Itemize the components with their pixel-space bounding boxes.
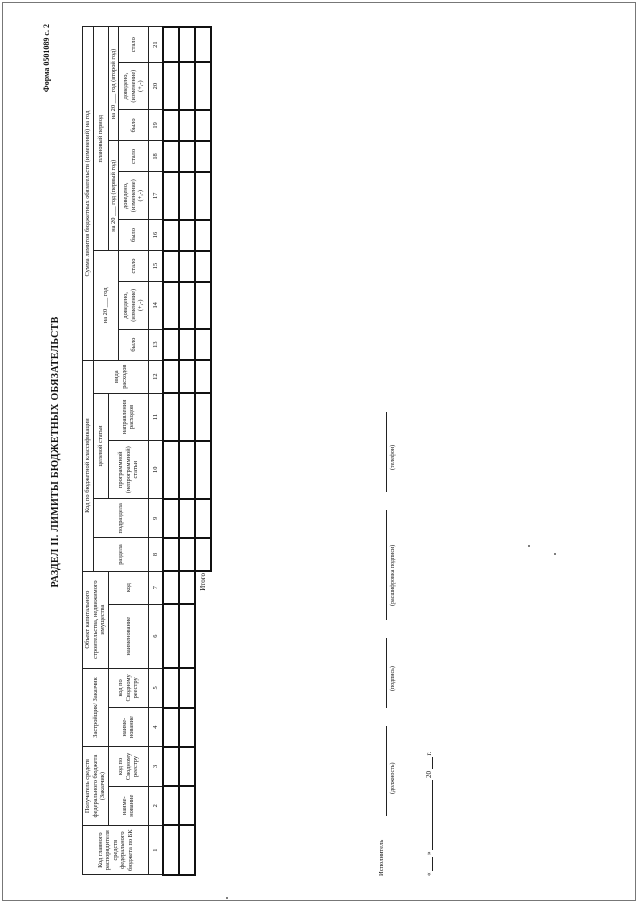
header-kod-grbs: Код главного распорядителя средств федерального бюджета по БК <box>83 825 149 875</box>
table-cell[interactable] <box>179 708 195 747</box>
header-developer-name: наиме-нование <box>108 708 149 747</box>
header-bk-code: Код по бюджетной классификации <box>83 360 94 571</box>
header-sum: Сумма лимитов бюджетных обязательств (изменений) на год <box>83 27 94 360</box>
header-object-name: наименование <box>108 604 149 668</box>
column-number: 12 <box>149 360 164 393</box>
column-number: 21 <box>149 27 164 62</box>
header-razdel: раздела <box>93 538 149 571</box>
column-number: 11 <box>149 393 164 441</box>
date-line <box>424 752 433 876</box>
table-cell[interactable] <box>163 668 179 707</box>
year-suffix: г. <box>425 751 433 756</box>
table-cell[interactable] <box>179 393 195 441</box>
table-cell[interactable] <box>163 708 179 747</box>
table-cell[interactable] <box>179 571 195 604</box>
column-number: 7 <box>149 571 164 604</box>
table-row <box>163 27 179 875</box>
total-cell[interactable] <box>195 329 211 360</box>
speck <box>226 897 228 899</box>
table-cell[interactable] <box>179 172 195 220</box>
header-planned: плановый период <box>93 27 108 251</box>
day-blank <box>424 857 433 871</box>
form-number: Форма 0501089 с. 2 <box>42 24 51 93</box>
column-number: 16 <box>149 220 164 251</box>
table-cell[interactable] <box>179 441 195 499</box>
table-cell[interactable] <box>163 747 179 786</box>
table-cell[interactable] <box>163 27 179 62</box>
position-caption: (должность) <box>390 762 396 794</box>
column-number: 6 <box>149 604 164 668</box>
total-cell[interactable] <box>195 141 211 172</box>
total-cell[interactable] <box>195 62 211 110</box>
total-cell[interactable] <box>195 538 211 571</box>
header-change-3: доведено, (изменение) (+,-) <box>119 62 149 110</box>
header-program: программной (непрограммной) статьи <box>108 441 149 499</box>
table-cell[interactable] <box>163 282 179 330</box>
total-cell[interactable] <box>195 110 211 141</box>
table-cell[interactable] <box>179 282 195 330</box>
table-cell[interactable] <box>179 786 195 825</box>
month-blank <box>424 780 433 850</box>
column-number: 14 <box>149 282 164 330</box>
column-number: 5 <box>149 668 164 707</box>
column-number-row <box>149 27 164 875</box>
header-direction: направления расходов <box>108 393 149 441</box>
total-cell[interactable] <box>195 282 211 330</box>
total-cell[interactable] <box>195 441 211 499</box>
table-row <box>179 27 195 875</box>
table-cell[interactable] <box>163 62 179 110</box>
table-cell[interactable] <box>179 668 195 707</box>
header-change-2: доведено, (изменение) (+,-) <box>119 172 149 220</box>
column-number: 10 <box>149 441 164 499</box>
table-cell[interactable] <box>179 27 195 62</box>
table-cell[interactable] <box>163 251 179 282</box>
total-cell[interactable] <box>195 499 211 538</box>
table-cell[interactable] <box>163 329 179 360</box>
column-number: 18 <box>149 141 164 172</box>
speck <box>554 553 556 555</box>
column-number: 19 <box>149 110 164 141</box>
executor-label: Исполнитель <box>378 839 385 876</box>
column-number: 4 <box>149 708 164 747</box>
table-cell[interactable] <box>163 360 179 393</box>
year-blank <box>424 757 433 769</box>
header-bylo-1: было <box>119 329 149 360</box>
signature-line <box>386 638 387 708</box>
header-object-code: код <box>108 571 149 604</box>
column-number: 1 <box>149 825 164 875</box>
table-cell[interactable] <box>179 110 195 141</box>
signature-block <box>370 316 410 876</box>
header-vid: вида расходов <box>93 360 149 393</box>
header-bylo-3: было <box>119 110 149 141</box>
column-number: 9 <box>149 499 164 538</box>
table-cell[interactable] <box>163 825 179 875</box>
total-label: Итого <box>198 573 207 591</box>
column-number: 20 <box>149 62 164 110</box>
header-year-second: на 20 ___ год (второй год) <box>108 27 119 141</box>
column-number: 17 <box>149 172 164 220</box>
table-cell[interactable] <box>163 604 179 668</box>
year-prefix: 20 <box>425 771 433 778</box>
header-recipient: Получатель средств федерального бюджета (Заказчик) <box>83 747 109 826</box>
decode-caption: (расшифровка подписи) <box>390 544 396 606</box>
header-developer: Застройщик/ Заказчик <box>83 668 109 747</box>
header-year-first: на 20 ___ год (первый год) <box>108 141 119 251</box>
table-cell[interactable] <box>179 499 195 538</box>
total-cell[interactable] <box>195 360 211 393</box>
table-cell[interactable] <box>179 747 195 786</box>
limits-table <box>82 26 212 876</box>
phone-caption: (телефон) <box>390 444 396 470</box>
total-cell[interactable] <box>195 393 211 441</box>
header-stalo-1: стало <box>119 251 149 282</box>
table-cell[interactable] <box>163 571 179 604</box>
position-line <box>386 726 387 816</box>
table-cell[interactable] <box>163 393 179 441</box>
total-cell[interactable] <box>195 172 211 220</box>
table-cell[interactable] <box>179 62 195 110</box>
header-stalo-2: стало <box>119 141 149 172</box>
section-title: РАЗДЕЛ II. ЛИМИТЫ БЮДЖЕТНЫХ ОБЯЗАТЕЛЬСТВ <box>50 316 61 588</box>
header-developer-code: код по Сводному реестру <box>108 668 149 707</box>
total-spacer <box>195 668 211 875</box>
table-cell[interactable] <box>179 604 195 668</box>
table-cell[interactable] <box>163 786 179 825</box>
header-recipient-code: код по Сводному реестру <box>108 747 149 786</box>
column-number: 15 <box>149 251 164 282</box>
table-cell[interactable] <box>163 141 179 172</box>
quote-close: » <box>425 851 433 855</box>
quote-open: « <box>425 872 433 876</box>
total-cell[interactable] <box>195 220 211 251</box>
header-bylo-2: было <box>119 220 149 251</box>
header-target-item: целевой статьи <box>93 393 108 498</box>
table-cell[interactable] <box>163 110 179 141</box>
column-number: 3 <box>149 747 164 786</box>
header-year-current: на 20 ___ год <box>93 251 119 361</box>
total-cell[interactable] <box>195 251 211 282</box>
table-cell[interactable] <box>163 538 179 571</box>
decode-line <box>386 510 387 620</box>
header-stalo-3: стало <box>119 27 149 62</box>
table-cell[interactable] <box>179 360 195 393</box>
table-cell[interactable] <box>163 220 179 251</box>
table-cell[interactable] <box>163 499 179 538</box>
header-object: Объект капитального строительства, недвижимого имущества <box>83 571 109 668</box>
table-cell[interactable] <box>179 220 195 251</box>
signature-caption: (подпись) <box>390 666 396 691</box>
rotated-form <box>40 22 600 882</box>
table-cell[interactable] <box>179 538 195 571</box>
column-number: 2 <box>149 786 164 825</box>
column-number: 13 <box>149 329 164 360</box>
table-cell[interactable] <box>163 172 179 220</box>
table-cell[interactable] <box>163 441 179 499</box>
total-cell[interactable] <box>195 27 211 62</box>
phone-line <box>386 412 387 492</box>
table-cell[interactable] <box>179 251 195 282</box>
column-number: 8 <box>149 538 164 571</box>
header-podrazdel: подраздела <box>93 499 149 538</box>
speck <box>528 545 530 547</box>
table-cell[interactable] <box>179 329 195 360</box>
header-change-1: доведено, (изменение) (+,-) <box>119 282 149 330</box>
header-recipient-name: наиме-нование <box>108 786 149 825</box>
table-cell[interactable] <box>179 141 195 172</box>
total-row <box>195 27 211 875</box>
table-cell[interactable] <box>179 825 195 875</box>
